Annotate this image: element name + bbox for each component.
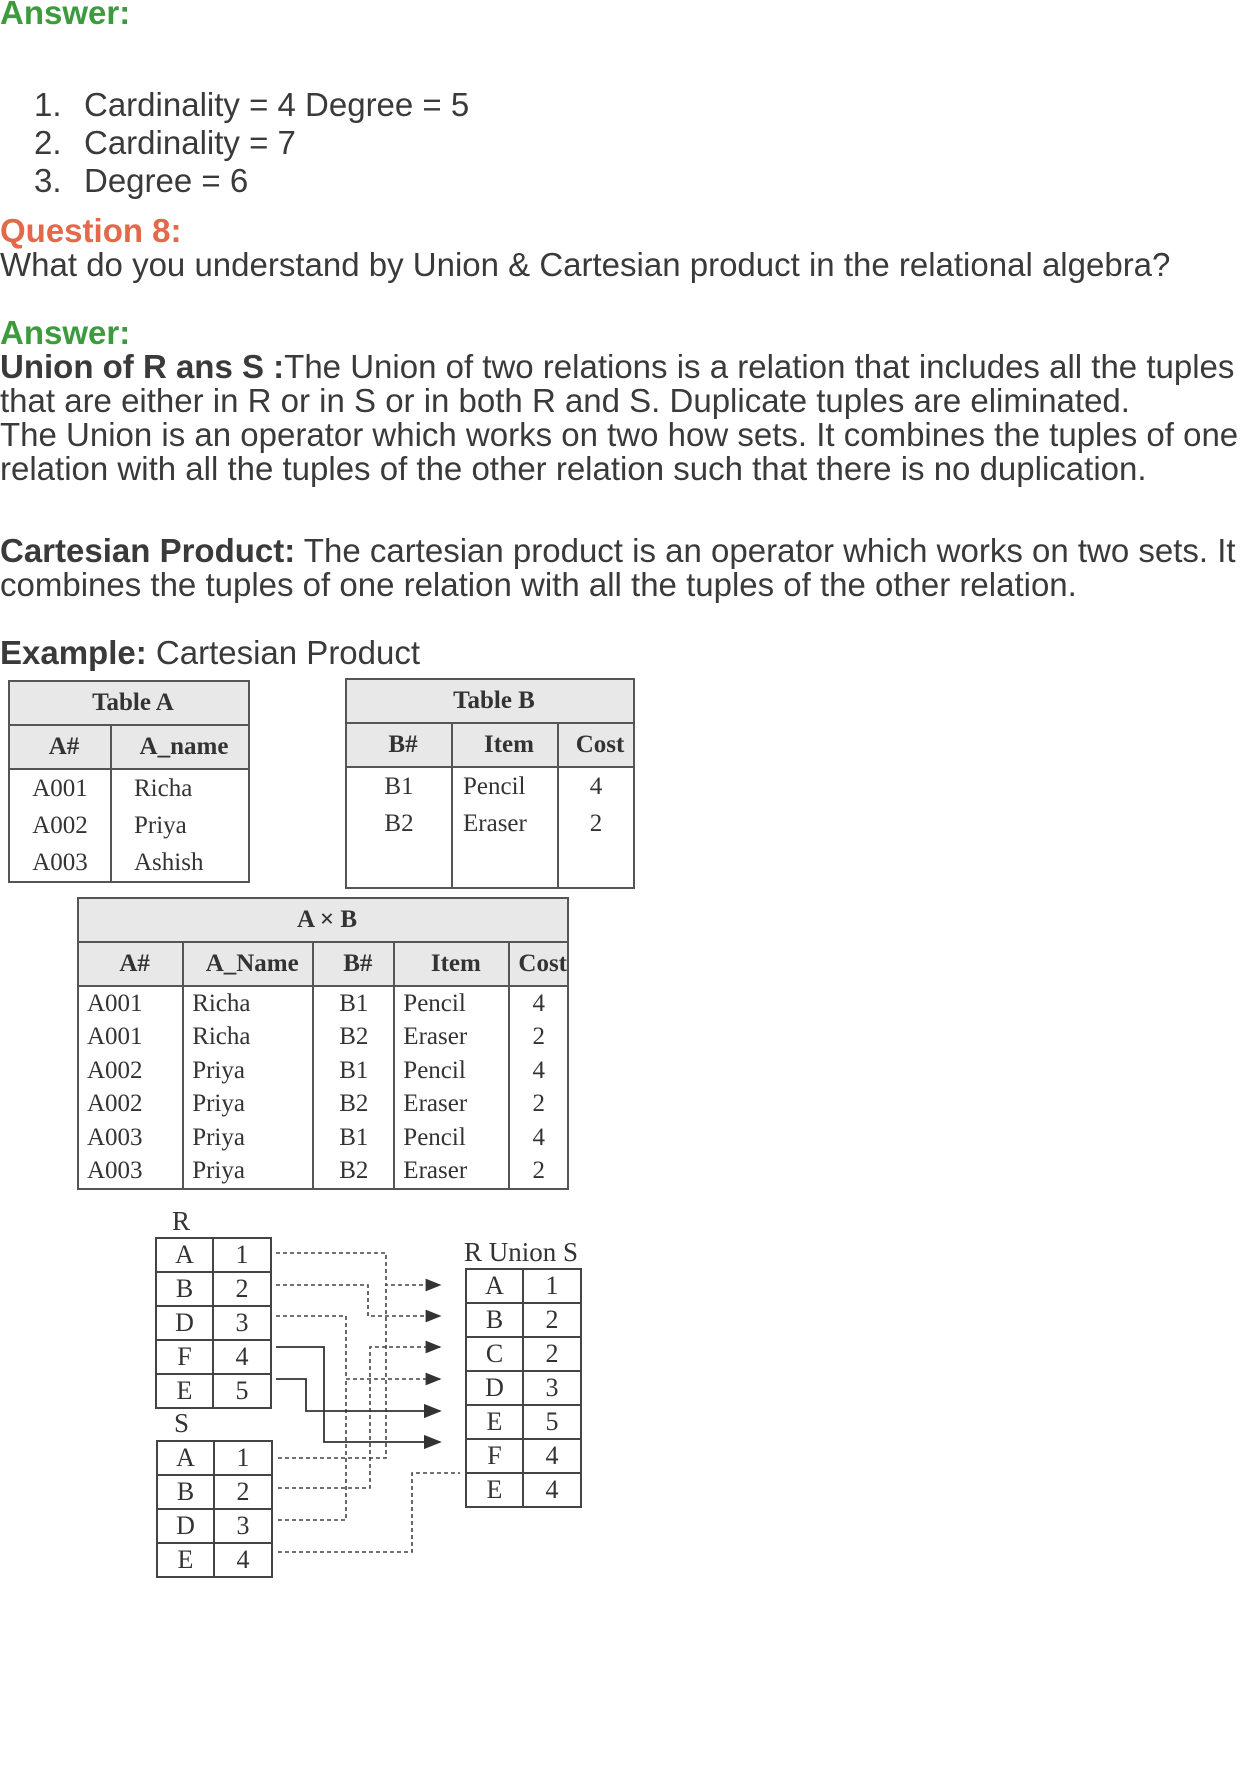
table-axb-header: B#: [313, 942, 394, 986]
table-cell: B2: [313, 1021, 394, 1055]
table-cell: Eraser: [394, 1088, 509, 1122]
question-text: What do you understand by Union & Cartesian product in the relational algebra?: [0, 246, 1171, 283]
table-cell: D: [466, 1371, 523, 1405]
table-b-header: B#: [346, 723, 452, 767]
table-cell: B1: [313, 1054, 394, 1088]
table-row: A003 Ashish: [9, 844, 249, 882]
table-a-header: A_name: [111, 725, 249, 769]
table-cell: 2: [509, 1021, 568, 1055]
table-axb-header: Item: [394, 942, 509, 986]
example-line: Example: Cartesian Product: [0, 634, 421, 671]
table-cell: 4: [214, 1543, 272, 1577]
relation-s-label: S: [174, 1408, 190, 1438]
table-cell: 3: [213, 1306, 271, 1340]
table-cell: 2: [509, 1155, 568, 1190]
connector-r-b: [276, 1285, 440, 1316]
table-cell: 1: [213, 1238, 271, 1272]
table-cell: 2: [213, 1272, 271, 1306]
connector-s-e: [278, 1473, 460, 1552]
table-a-header: A#: [9, 725, 111, 769]
table-cell: Richa: [183, 1021, 313, 1055]
table-cell: B: [466, 1303, 523, 1337]
table-b-header: Item: [452, 723, 558, 767]
table-cell: Priya: [183, 1088, 313, 1122]
table-cell: Richa: [183, 986, 313, 1021]
union-paragraph-line-2: that are either in R or in S or in both R and S. Duplicate tuples are eliminated.: [0, 382, 1130, 419]
table-cell: Pencil: [394, 1054, 509, 1088]
union-paragraph-line-4: relation with all the tuples of the other relation such that there is no duplication.: [0, 450, 1147, 487]
table-cell: Eraser: [394, 1155, 509, 1190]
table-cell: D: [156, 1306, 213, 1340]
table-cell: A: [466, 1269, 523, 1303]
table-axb-header: A#: [78, 942, 183, 986]
table-cell: 2: [509, 1088, 568, 1122]
table-cell: A002: [78, 1088, 183, 1122]
relation-r-label: R: [172, 1206, 191, 1236]
table-cell: 4: [523, 1473, 581, 1507]
question-label: Question 8:: [0, 212, 182, 249]
table-cell: 2: [523, 1337, 581, 1371]
list-item: 3. Degree = 6: [34, 162, 249, 199]
connector-s-d: [278, 1379, 346, 1520]
table-cell: Priya: [183, 1054, 313, 1088]
table-cell: B2: [313, 1088, 394, 1122]
table-cell: 2: [214, 1475, 272, 1509]
table-cell: Eraser: [394, 1021, 509, 1055]
table-cell: Priya: [183, 1155, 313, 1190]
table-cell: B2: [313, 1155, 394, 1190]
connector-r-a: [276, 1253, 440, 1285]
cartesian-paragraph-line-2: combines the tuples of one relation with all the tuples of the other relation.: [0, 566, 1077, 603]
connector-r-e: [276, 1379, 440, 1411]
table-axb-title: A × B: [78, 898, 568, 942]
table-cell: 2: [523, 1303, 581, 1337]
table-cell: 1: [523, 1269, 581, 1303]
table-cell: E: [466, 1473, 523, 1507]
answer-heading-1: Answer:: [0, 0, 131, 31]
table-cell: A003: [78, 1121, 183, 1155]
table-cell: A003: [78, 1155, 183, 1190]
table-cell: 1: [214, 1441, 272, 1475]
table-cell: A001: [78, 1021, 183, 1055]
table-cell: 4: [509, 1054, 568, 1088]
table-row: A001 Richa: [9, 769, 249, 807]
table-cell: F: [466, 1439, 523, 1473]
table-cell: 3: [523, 1371, 581, 1405]
table-cell: Priya: [183, 1121, 313, 1155]
table-row: A002 Priya: [9, 807, 249, 844]
union-paragraph-line-1: Union of R ans S :The Union of two relations is a relation that includes all the tuples: [0, 348, 1235, 385]
table-cell: 5: [213, 1374, 271, 1408]
union-paragraph-line-3: The Union is an operator which works on two how sets. It combines the tuples of one: [0, 416, 1239, 453]
table-cell: A001: [78, 986, 183, 1021]
table-axb-header: A_Name: [183, 942, 313, 986]
table-cell: A002: [78, 1054, 183, 1088]
table-cell: 4: [509, 986, 568, 1021]
cartesian-paragraph-line-1: Cartesian Product: The cartesian product is an operator which works on two sets. It: [0, 532, 1236, 569]
table-cell: B: [156, 1272, 213, 1306]
table-cell: E: [466, 1405, 523, 1439]
table-b-header: Cost: [558, 723, 634, 767]
relation-union-label: R Union S: [464, 1237, 579, 1267]
table-cell: B1: [313, 1121, 394, 1155]
table-cell: E: [157, 1543, 214, 1577]
answer-heading-2: Answer:: [0, 314, 131, 351]
table-cell: 4: [213, 1340, 271, 1374]
list-item: 2. Cardinality = 7: [34, 124, 296, 161]
table-axb-header: Cost: [509, 942, 568, 986]
connector-r-f: [276, 1347, 440, 1442]
table-cell: A: [157, 1441, 214, 1475]
table-cell: 4: [509, 1121, 568, 1155]
table-cell: Pencil: [394, 986, 509, 1021]
table-row: B2 Eraser 2: [346, 805, 634, 842]
table-cell: 3: [214, 1509, 272, 1543]
table-cell: B1: [313, 986, 394, 1021]
table-cell: D: [157, 1509, 214, 1543]
table-a-title: Table A: [9, 681, 249, 725]
table-cell: Pencil: [394, 1121, 509, 1155]
table-row: B1 Pencil 4: [346, 767, 634, 805]
table-cell: A: [156, 1238, 213, 1272]
connector-s-b: [278, 1347, 440, 1488]
list-item: 1. Cardinality = 4 Degree = 5: [34, 86, 470, 123]
table-b-title: Table B: [346, 679, 634, 723]
table-cell: 5: [523, 1405, 581, 1439]
table-cell: C: [466, 1337, 523, 1371]
table-cell: 4: [523, 1439, 581, 1473]
table-cell: E: [156, 1374, 213, 1408]
table-cell: F: [156, 1340, 213, 1374]
table-cell: B: [157, 1475, 214, 1509]
